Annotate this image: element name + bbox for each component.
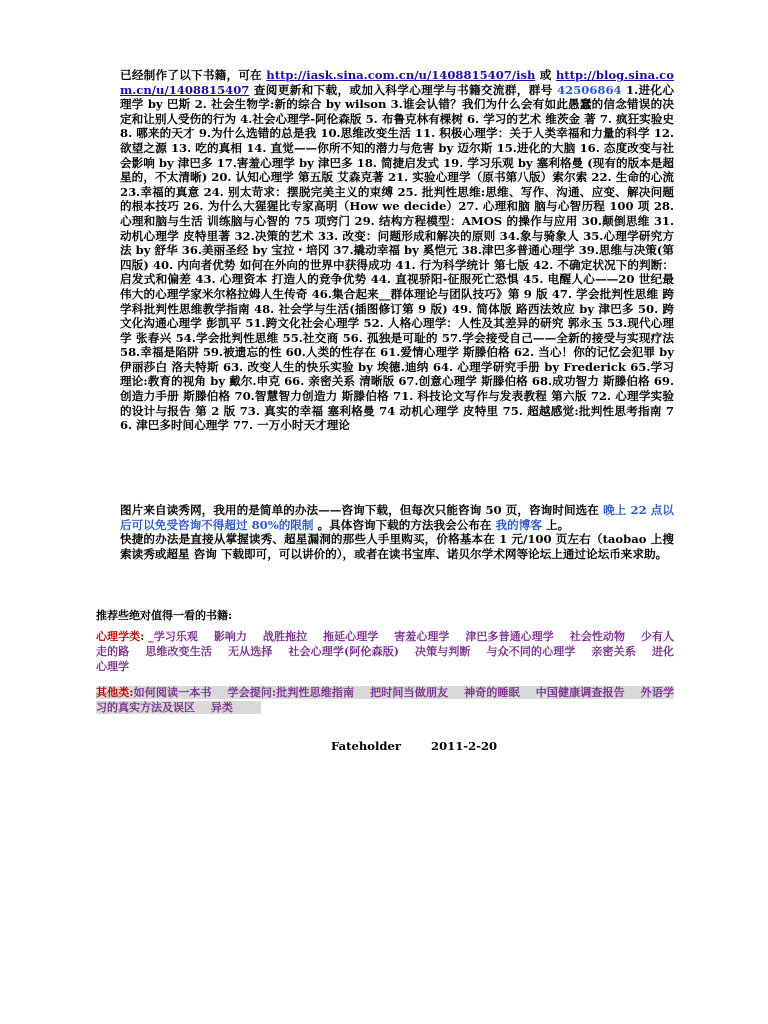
- psych-label: 心理学类:: [96, 630, 145, 643]
- download-section: [96, 503, 674, 561]
- intro-section: [96, 68, 674, 433]
- intro-paragraph: [96, 68, 674, 433]
- psych-item: 与众不同的心理学: [486, 645, 576, 658]
- download-paragraph-2: 快捷的办法是直接从掌握读秀、超星漏洞的那些人手里购买，价格基本在 1 元/100 页左右（taobao 上搜索读秀或超星 咨询 下载即可，可以讲价的），或者在读书宝库、诺贝尔学术网等论坛上通过论坛币来求助。: [120, 532, 674, 561]
- other-books-list: [96, 686, 674, 714]
- psych-item: 社会心理学(阿伦森版): [288, 645, 400, 658]
- author-name: Fateholder: [331, 739, 401, 753]
- other-books-highlight: [96, 686, 674, 714]
- other-item: 神奇的睡眠: [464, 686, 520, 699]
- psych-item: 思维改变生活: [145, 645, 213, 658]
- download-time-note: 晚上 22 点以后可以免受咨询不得超过 80%的限制: [120, 503, 674, 532]
- other-item: 中国健康调查报告: [535, 686, 625, 699]
- psych-books-row: [96, 629, 674, 674]
- psych-item: 少有人走的路: [96, 630, 675, 658]
- psych-item: 拖延心理学: [323, 630, 379, 643]
- download-paragraph-1: [96, 503, 674, 532]
- psych-item: 亲密关系: [591, 645, 636, 658]
- other-books-row: [96, 685, 674, 715]
- blog-link[interactable]: http://blog.sina.com.cn/u/1408815407: [120, 68, 674, 97]
- iask-link[interactable]: http://iask.sina.com.cn/u/1408815407/ish: [266, 68, 536, 82]
- other-item: 异类: [210, 701, 233, 714]
- intro-lead: 已经制作了以下书籍，可在: [120, 68, 263, 82]
- download-p1-e: 上。: [545, 517, 570, 532]
- psych-item: 害羞心理学: [394, 630, 450, 643]
- download-p1-a: 图片来自读秀网，我用的是简单的办法——咨询下载，但每次只能咨询 50 页，咨询时间选在: [120, 503, 599, 517]
- psych-item: 社会性动物: [569, 630, 625, 643]
- other-item: 如何阅读一本书: [133, 686, 212, 699]
- psych-item: 决策与判断: [414, 645, 471, 658]
- intro-or: 或: [539, 68, 552, 82]
- my-blog-link[interactable]: 我的博客: [495, 517, 542, 532]
- psych-item: 津巴多普通心理学: [465, 630, 554, 643]
- psych-item: 进化心理学: [96, 645, 674, 673]
- psych-item: 无从选择: [227, 645, 273, 658]
- psych-books-list: [96, 630, 674, 673]
- recommend-title: 推荐些绝对值得一看的书籍:: [96, 609, 233, 622]
- other-label: 其他类:: [96, 686, 134, 699]
- signature-date: 2011-2-20: [431, 739, 498, 753]
- download-p1-c: 。具体咨询下载的方法我会公布在: [317, 517, 492, 532]
- other-item: 外语学习的真实方法及误区: [96, 686, 675, 714]
- other-item: 把时间当做朋友: [370, 686, 449, 699]
- book-list: 1.进化心理学 by 巴斯 2. 社会生物学:新的综合 by wilson 3.谁会认错？我们为什么会有如此愚蠢的信念错误的决定和让别人受伤的行为 4.社会心理学-阿伦森版 5. 布鲁克林有棵树 6. 学习的艺术 维茨金 著 7. 疯狂实验史 8. 哪来的天才 9.为什么选错的总是我 10.思维改变生活 11. 积极心理学：关于人类幸福和力量的科学 12.欲望之源 13. 吃的真相 14. 直觉——你所不知的潜力与危害 by 迈尔斯 15.进化的大脑 16. 态度改变与社会影响 by 津巴多 17.害羞心理学 by 津巴多 18. 简捷启发式 19. 学习乐观 by 塞利格曼 (现有的版本是超星的，不太清晰) 20. 认知心理学 第五版 艾森克著 21. 实验心理学（原书第八版）索尔索 22. 生命的心流 23.幸福的真意 24. 别太苛求：摆脱完美主义的束缚 25. 批判性思维:思维、写作、沟通、应变、解决问题的根本技巧 26. 为什么大猩猩比专家高明（How we decide）27. 心理和脑 脑与心智历程 100 项 28. 心理和脑与生活 训练脑与心智的 75 项窍门 29. 结构方程模型：AMOS 的操作与应用 30.颠倒思维 31.动机心理学 皮特里著 32.决策的艺术 33. 改变：问题形成和解决的原则 34.象与骑象人 35.心理学研究方法 by 舒华 36.美丽圣经 by 宝拉・培冈 37.撬动幸福 by 奚恺元 38.津巴多普通心理学 39.思维与决策(第四版) 40. 内向者优势 如何在外向的世界中获得成功 41. 行为科学统计 第七版 42. 不确定状况下的判断：启发式和偏差 43. 心理资本 打造人的竞争优势 44. 直视骄阳-征服死亡恐惧 45. 电醒人心——20 世纪最伟大的心理学家米尔格拉姆人生传奇 46.集合起来__群体理论与团队技巧》第 9 版 47. 学会批判性思维 跨学科批判性思维教学指南 48. 社会学与生活(插图修订第 9 版) 49. 简体版 路西法效应 by 津巴多 50. 跨文化沟通心理学 彭凯平 51.跨文化社会心理学 52. 人格心理学：人性及其差异的研究 郭永玉 53.现代心理学 张春兴 54.学会批判性思维 55.社交商 56. 孤独是可耻的 57.学会接受自己——全新的接受与实现疗法 58.幸福是陷阱 59.被遗忘的性 60.人类的性存在 61.爱情心理学 斯滕伯格 62. 当心！你的记忆会犯罪 by 伊丽莎白 洛夫特斯 63. 改变人生的快乐实验 by 埃德.迪纳 64. 心理学研究手册 by Frederick 65.学习理论:教育的视角 by 戴尔.申克 66. 亲密关系 清晰版 67.创意心理学 斯滕伯格 68.成功智力 斯滕伯格 69.创造力手册 斯滕伯格 70.智慧智力创造力 斯滕伯格 71. 科技论文写作与发表教程 第六版 72. 心理学实验的设计与报告 第 2 版 73. 真实的幸福 塞利格曼 74 动机心理学 皮特里 75. 超越感觉:批判性思考指南 76. 津巴多时间心理学 77. 一万小时天才理论: [120, 82, 674, 433]
- psych-item: 影响力: [213, 630, 248, 643]
- recommend-section: [96, 608, 674, 715]
- qq-group-number: 42506864: [557, 82, 622, 97]
- psych-item: _学习乐观: [148, 630, 198, 643]
- intro-rest: 查阅更新和下载，或加入科学心理学与书籍交流群，群号: [253, 82, 553, 97]
- other-item: 学会提问:批判性思维指南: [227, 686, 355, 699]
- psych-item: 战胜拖拉: [262, 630, 308, 643]
- signature-footer: [331, 739, 631, 753]
